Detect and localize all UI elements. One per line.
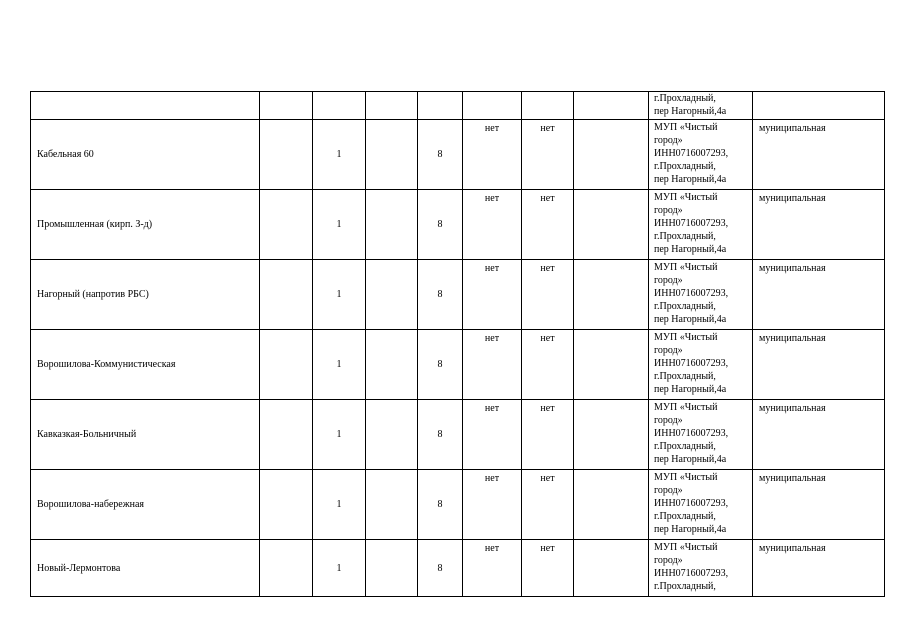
site-name-cell: Нагорный (напротив РБС) [31, 260, 260, 330]
site-name-cell: Новый-Лермонтова [31, 540, 260, 597]
org-line: город» [654, 345, 683, 356]
flag-a-cell: нет [463, 540, 522, 597]
org-line: город» [654, 205, 683, 216]
flag-b-cell: нет [522, 190, 574, 260]
site-name-cell: Промышленная (кирп. З-д) [31, 190, 260, 260]
org-line: г.Прохладный, [654, 231, 716, 242]
count-cell: 1 [313, 190, 366, 260]
ownership-cell: муниципальная [753, 540, 885, 597]
table-row [31, 190, 885, 260]
volume-cell: 8 [418, 190, 463, 260]
org-line: ИНН0716007293, [654, 568, 729, 579]
org-line: пер Нагорный,4а [654, 384, 727, 395]
org-line: город» [654, 275, 683, 286]
count-cell: 1 [313, 400, 366, 470]
flag-a-cell: нет [463, 470, 522, 540]
org-line: МУП «Чистый [654, 402, 718, 413]
table-row [31, 330, 885, 400]
org-line: город» [654, 485, 683, 496]
org-line: пер Нагорный,4а [654, 174, 727, 185]
org-line: пер Нагорный,4а [654, 524, 727, 535]
org-line: ИНН0716007293, [654, 218, 729, 229]
org-line: г.Прохладный, [654, 581, 716, 592]
org-line: пер Нагорный,4а [654, 314, 727, 325]
org-line: ИНН0716007293, [654, 288, 729, 299]
org-line: МУП «Чистый [654, 192, 718, 203]
flag-b-cell: нет [522, 120, 574, 190]
count-cell: 1 [313, 330, 366, 400]
table-row [31, 540, 885, 597]
site-name-cell: Ворошилова-Коммунистическая [31, 330, 260, 400]
flag-b-cell: нет [522, 260, 574, 330]
volume-cell: 8 [418, 470, 463, 540]
flag-b-cell: нет [522, 400, 574, 470]
org-cell [649, 330, 753, 400]
ownership-cell: муниципальная [753, 400, 885, 470]
flag-a-cell: нет [463, 330, 522, 400]
org-line: ИНН0716007293, [654, 498, 729, 509]
org-line: город» [654, 555, 683, 566]
volume-cell: 8 [418, 540, 463, 597]
site-name-cell: Кабельная 60 [31, 120, 260, 190]
org-line: МУП «Чистый [654, 542, 718, 553]
org-line: пер Нагорный,4а [654, 454, 727, 465]
org-line: пер Нагорный,4а [654, 106, 727, 117]
volume-cell: 8 [418, 260, 463, 330]
org-line: город» [654, 135, 683, 146]
org-line: МУП «Чистый [654, 472, 718, 483]
count-cell: 1 [313, 470, 366, 540]
flag-a-cell: нет [463, 120, 522, 190]
flag-a-cell: нет [463, 260, 522, 330]
org-cell [649, 400, 753, 470]
org-line: г.Прохладный, [654, 511, 716, 522]
ownership-cell: муниципальная [753, 260, 885, 330]
table-row [31, 120, 885, 190]
table-row [31, 400, 885, 470]
org-cell [649, 540, 753, 597]
ownership-cell: муниципальная [753, 330, 885, 400]
org-line: МУП «Чистый [654, 122, 718, 133]
ownership-cell: муниципальная [753, 190, 885, 260]
org-line: г.Прохладный, [654, 441, 716, 452]
waste-sites-table [30, 91, 885, 597]
org-cell [649, 190, 753, 260]
table-row [31, 470, 885, 540]
org-line: ИНН0716007293, [654, 428, 729, 439]
table-row [31, 260, 885, 330]
count-cell: 1 [313, 120, 366, 190]
flag-b-cell: нет [522, 540, 574, 597]
org-line: город» [654, 415, 683, 426]
flag-b-cell: нет [522, 330, 574, 400]
org-cell [649, 120, 753, 190]
org-line: ИНН0716007293, [654, 148, 729, 159]
org-cell [649, 470, 753, 540]
site-name-cell: Ворошилова-набережная [31, 470, 260, 540]
org-line: МУП «Чистый [654, 262, 718, 273]
flag-a-cell: нет [463, 400, 522, 470]
org-line: пер Нагорный,4а [654, 244, 727, 255]
org-line: МУП «Чистый [654, 332, 718, 343]
count-cell: 1 [313, 540, 366, 597]
org-cell [649, 260, 753, 330]
org-line: г.Прохладный, [654, 161, 716, 172]
org-line: г.Прохладный, [654, 301, 716, 312]
org-cell [649, 92, 753, 120]
ownership-cell: муниципальная [753, 470, 885, 540]
org-line: ИНН0716007293, [654, 358, 729, 369]
org-line: г.Прохладный, [654, 371, 716, 382]
count-cell: 1 [313, 260, 366, 330]
flag-b-cell: нет [522, 470, 574, 540]
volume-cell: 8 [418, 330, 463, 400]
table-row-continuation [31, 92, 885, 120]
volume-cell: 8 [418, 120, 463, 190]
flag-a-cell: нет [463, 190, 522, 260]
ownership-cell: муниципальная [753, 120, 885, 190]
volume-cell: 8 [418, 400, 463, 470]
org-line: г.Прохладный, [654, 93, 716, 104]
site-name-cell: Кавказкая-Больничный [31, 400, 260, 470]
